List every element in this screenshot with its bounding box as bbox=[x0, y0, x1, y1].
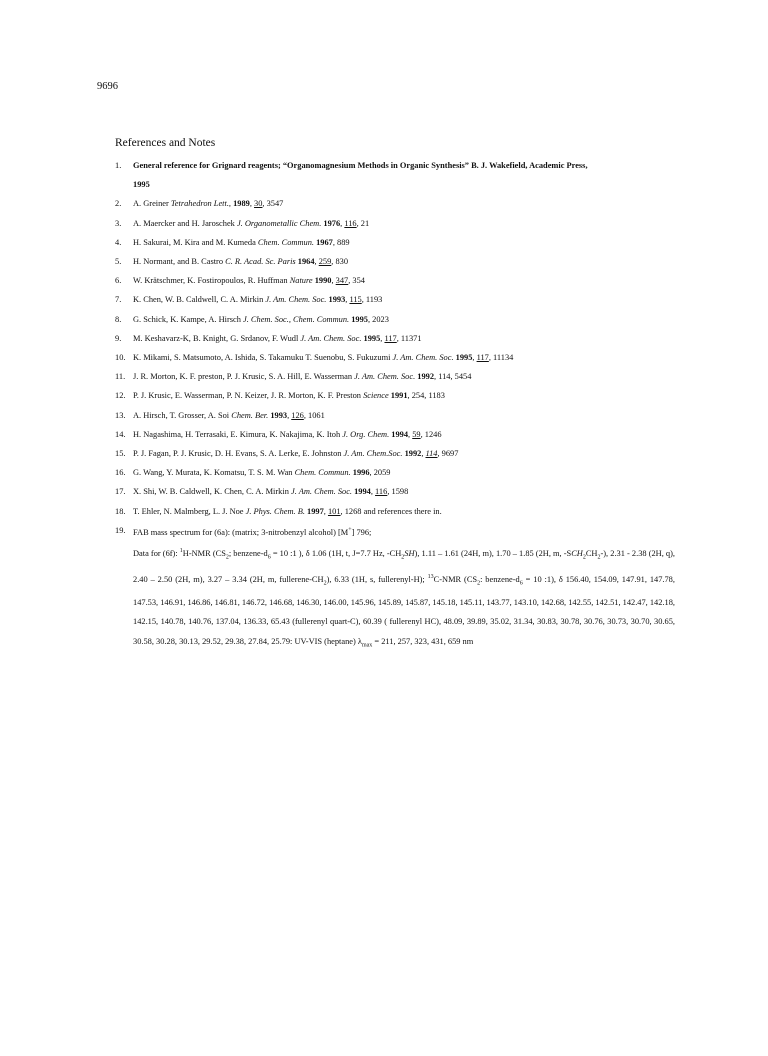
text-run: J. Am. Chem. Soc. bbox=[290, 487, 353, 497]
text-run: J. Org. Chem. bbox=[342, 429, 390, 439]
text-run: 2 bbox=[597, 554, 601, 561]
reference-item bbox=[115, 367, 675, 386]
text-run: 2 bbox=[477, 580, 481, 586]
text-run: , 21 bbox=[356, 218, 370, 228]
text-run: , 1598 bbox=[387, 487, 409, 497]
reference-number: 18. bbox=[115, 506, 126, 516]
text-run: 2 bbox=[225, 554, 229, 561]
text-run: = 10 :1 ), δ 1.06 (1H, t, J=7.7 Hz, -CH bbox=[270, 548, 402, 558]
reference-number: 3. bbox=[115, 218, 122, 228]
reference-item bbox=[115, 214, 675, 233]
text-run: CH bbox=[571, 548, 583, 558]
text-run: 1997 bbox=[307, 506, 324, 516]
reference-item bbox=[115, 463, 675, 482]
text-run: ), 6.33 (1H, s, fullerenyl-H); bbox=[326, 574, 428, 584]
reference-number: 6. bbox=[115, 276, 122, 286]
reference-number: 10. bbox=[115, 353, 126, 363]
reference-number: 12. bbox=[115, 391, 126, 401]
text-run: 347 bbox=[335, 276, 349, 286]
text-run: J. Chem. Soc., Chem. Commun. bbox=[243, 314, 350, 324]
reference-text bbox=[133, 233, 675, 252]
text-run: Tetrahedron Lett. bbox=[170, 199, 229, 209]
reference-number: 16. bbox=[115, 468, 126, 478]
text-run: A. Greiner bbox=[133, 199, 171, 209]
text-run: H-NMR (CS bbox=[182, 548, 226, 558]
text-run: 1991 bbox=[390, 391, 408, 401]
text-run: , 889 bbox=[332, 237, 350, 247]
text-run: ; benzene-d bbox=[228, 548, 268, 558]
reference-text bbox=[133, 156, 675, 175]
text-run: = 211, 257, 323, 431, 659 nm bbox=[372, 636, 474, 646]
text-run: 6 bbox=[267, 554, 271, 561]
text-run: , bbox=[370, 487, 376, 497]
text-run: 116 bbox=[375, 487, 388, 497]
reference-text bbox=[133, 290, 675, 309]
text-run: Data for (6f): bbox=[133, 548, 180, 558]
page-number: 9696 bbox=[97, 81, 118, 92]
reference-item bbox=[115, 482, 675, 501]
text-run: 2 bbox=[323, 580, 327, 586]
text-run: , 1193 bbox=[361, 295, 383, 305]
reference-number: 19. bbox=[115, 525, 126, 535]
reference-text bbox=[133, 310, 675, 329]
text-run: + bbox=[348, 526, 352, 533]
text-run: SH bbox=[404, 548, 415, 558]
reference-item bbox=[115, 156, 675, 175]
text-run: , bbox=[340, 218, 345, 228]
reference-text bbox=[133, 329, 675, 348]
text-run: 1996 bbox=[352, 468, 370, 478]
reference-text bbox=[133, 348, 675, 367]
text-run: P. J. Fagan, P. J. Krusic, D. H. Evans, S. A. Lerke, E. Johnston bbox=[133, 449, 344, 459]
text-run: H. Normant, and B. Castro bbox=[133, 257, 226, 267]
text-run: 1976 bbox=[323, 218, 341, 228]
text-run: , 11134 bbox=[488, 353, 514, 363]
text-run: 1967 bbox=[316, 237, 333, 247]
text-run: 1993 bbox=[270, 410, 288, 420]
text-run: , bbox=[472, 353, 477, 363]
text-run: C-NMR (CS bbox=[433, 574, 478, 584]
text-run: 116 bbox=[344, 218, 357, 228]
text-run: 1989 bbox=[233, 199, 250, 209]
text-run: , bbox=[345, 295, 350, 305]
text-run: J. Am. Chem. Soc. bbox=[392, 353, 454, 363]
text-run: Science bbox=[363, 391, 389, 401]
text-run: J. R. Morton, K. F. preston, P. J. Krusic, S. A. Hill, E. Wasserman bbox=[133, 372, 355, 382]
text-run: 1990 bbox=[314, 276, 332, 286]
reference-item bbox=[115, 310, 675, 329]
reference-text bbox=[133, 463, 675, 482]
reference-item bbox=[115, 290, 675, 309]
text-run: , bbox=[331, 276, 336, 286]
reference-number: 8. bbox=[115, 314, 122, 324]
text-run: W. Krätschmer, K. Fostiropoulos, R. Huffman bbox=[133, 276, 290, 286]
text-run: = 10 :1), δ 156.40, 154.09, 147.91, 147.78, 147.53, 146.91, 146.86, 146.81, 146.72, 146.68, 146.30, 146.00, 145.96, 145.89, 145.87, 145.18, 145.11, 143.77, 143.10, 142.68, 142.55, 142.51, 142.47, 142.18, 142.15, 140.78, 140.76, 137.04, 136.33, 65.43 (fullerenyl quart-C), 60.39 ( fullerenyl HC), 48.09, 39.89, 35.02, 31.34, 30.83, 30.78, 30.76, 30.73, 30.70, 30.65, 30.58, 30.28, 30.13, 29.52, 29.38, 27.84, 25.79: UV-VIS (heptane) λ bbox=[133, 574, 675, 646]
section-heading: References and Notes bbox=[115, 137, 216, 149]
reference-item bbox=[115, 521, 675, 542]
reference-text bbox=[133, 194, 675, 213]
reference-number: 13. bbox=[115, 410, 126, 420]
text-run: Chem. Commun. bbox=[257, 237, 314, 247]
text-run: J. Organometallic Chem. bbox=[236, 218, 322, 228]
reference-number: 14. bbox=[115, 429, 126, 439]
text-run: , 114, 5454 bbox=[434, 372, 472, 382]
reference-text bbox=[133, 444, 675, 463]
text-run: J. Am. Chem. Soc. bbox=[300, 333, 362, 343]
text-run: M. Keshavarz-K, B. Knight, G. Srdanov, F. Wudl bbox=[133, 333, 301, 343]
text-run: , bbox=[380, 333, 385, 343]
reference-item bbox=[115, 252, 675, 271]
text-run: C. R. Acad. Sc. Paris bbox=[225, 257, 296, 267]
text-run: , bbox=[314, 257, 319, 267]
text-run: , bbox=[287, 410, 292, 420]
text-run: ] 796; bbox=[351, 527, 372, 537]
text-run: , 1268 and references there in. bbox=[340, 506, 442, 516]
text-run: , 2059 bbox=[369, 468, 391, 478]
reference-item bbox=[115, 271, 675, 290]
text-run: 126 bbox=[291, 410, 304, 420]
reference-item bbox=[115, 386, 675, 405]
text-run: 117 bbox=[476, 353, 489, 363]
text-run: H. Sakurai, M. Kira and M. Kumeda bbox=[133, 237, 258, 247]
reference-number: 1. bbox=[115, 161, 122, 170]
text-run: General reference for Grignard reagents; “Organomagnesium Methods in Organic Synthesis” B. J. Wakefield, Academic Press, bbox=[133, 161, 588, 170]
text-run: 1992 bbox=[404, 449, 422, 459]
reference-text bbox=[133, 502, 675, 521]
text-run: : benzene-d bbox=[480, 574, 520, 584]
text-run: A. Hirsch, T. Grosser, A. Soi bbox=[133, 410, 232, 420]
text-run: 2 bbox=[401, 554, 405, 561]
reference-number: 5. bbox=[115, 257, 122, 267]
reference-text bbox=[133, 406, 675, 425]
reference-text bbox=[133, 367, 675, 386]
text-run: , bbox=[421, 449, 426, 459]
text-run: 1995 bbox=[351, 314, 368, 324]
text-run: , bbox=[249, 199, 255, 209]
reference-item bbox=[115, 425, 675, 444]
text-run: 1995 bbox=[363, 333, 381, 343]
text-run: G. Wang, Y. Murata, K. Komatsu, T. S. M. Wan bbox=[133, 468, 295, 478]
text-run: G. Schick, K. Kampe, A. Hirsch bbox=[133, 314, 244, 324]
reference-item bbox=[115, 233, 675, 252]
text-run: , 2023 bbox=[367, 314, 389, 324]
reference-number: 7. bbox=[115, 295, 122, 305]
text-run: 2 bbox=[582, 554, 586, 561]
text-run: A. Maercker and H. Jaroschek bbox=[133, 218, 237, 228]
text-run: 115 bbox=[349, 295, 362, 305]
reference-text bbox=[133, 386, 675, 405]
text-run: , 830 bbox=[331, 257, 349, 267]
text-run: 30 bbox=[254, 199, 263, 209]
text-run: 59 bbox=[412, 429, 421, 439]
reference-item bbox=[115, 194, 675, 213]
reference-text bbox=[133, 521, 675, 542]
reference-number: 2. bbox=[115, 199, 122, 209]
text-run: 114 bbox=[425, 449, 438, 459]
text-run: Chem. Commun. bbox=[294, 468, 351, 478]
text-run: X. Shi, W. B. Caldwell, K. Chen, C. A. Mirkin bbox=[133, 487, 291, 497]
reference-item bbox=[115, 406, 675, 425]
text-run: 1992 bbox=[417, 372, 435, 382]
text-run: CH bbox=[585, 548, 598, 558]
text-run: , 9697 bbox=[437, 449, 459, 459]
text-run: max bbox=[361, 642, 373, 649]
reference-text bbox=[133, 425, 675, 444]
text-run: 1994 bbox=[391, 429, 409, 439]
text-run: 117 bbox=[384, 333, 397, 343]
text-run: 101 bbox=[327, 506, 341, 516]
reference-item bbox=[115, 502, 675, 521]
text-run: , 254, 1183 bbox=[407, 391, 445, 401]
reference-number: 17. bbox=[115, 487, 126, 497]
text-run: 1993 bbox=[328, 295, 346, 305]
reference-text bbox=[133, 271, 675, 290]
text-run: FAB mass spectrum for (6a): (matrix; 3-nitrobenzyl alcohol) [M bbox=[133, 527, 349, 537]
text-run: 259 bbox=[318, 257, 332, 267]
text-run: -), 2.31 - 2.38 (2H, q), 2.40 – 2.50 (2H, m), 3.27 – 3.34 (2H, m, fullerene-CH bbox=[133, 548, 675, 584]
text-run: , 11371 bbox=[396, 333, 422, 343]
text-run: , 354 bbox=[348, 276, 365, 286]
reference-number: 4. bbox=[115, 237, 122, 247]
text-run: P. J. Krusic, E. Wasserman, P. N. Keizer, J. R. Morton, K. F. Preston bbox=[133, 391, 364, 401]
text-run: K. Chen, W. B. Caldwell, C. A. Mirkin bbox=[133, 295, 266, 305]
text-run: 1964 bbox=[297, 257, 315, 267]
text-run: H. Nagashima, H. Terrasaki, E. Kimura, K. Nakajima, K. Itoh bbox=[133, 429, 343, 439]
reference-number: 15. bbox=[115, 449, 126, 459]
text-run: T. Ehler, N. Malmberg, L. J. Noe bbox=[133, 506, 246, 516]
reference-continuation bbox=[115, 542, 675, 656]
reference-text bbox=[133, 252, 675, 271]
text-run: Nature bbox=[289, 276, 313, 286]
text-run: , bbox=[323, 506, 328, 516]
text-run: , bbox=[228, 199, 234, 209]
text-run: Chem. Ber. bbox=[231, 410, 269, 420]
text-run: K. Mikami, S. Matsumoto, A. Ishida, S. Takamuku T. Suenobu, S. Fukuzumi bbox=[133, 353, 393, 363]
reference-number: 9. bbox=[115, 333, 122, 343]
text-run: 1995 bbox=[133, 180, 150, 190]
reference-item bbox=[115, 329, 675, 348]
text-run: J. Phys. Chem. B. bbox=[245, 506, 305, 516]
reference-item bbox=[115, 348, 675, 367]
text-run: , bbox=[408, 429, 413, 439]
text-run: , 3547 bbox=[262, 199, 284, 209]
reference-list bbox=[115, 156, 675, 655]
text-run: 13 bbox=[427, 573, 434, 580]
text-run: J. Am. Chem. Soc. bbox=[354, 372, 416, 382]
reference-text bbox=[133, 214, 675, 233]
text-run: 1994 bbox=[354, 487, 371, 497]
text-run: J. Am. Chem. Soc. bbox=[265, 295, 327, 305]
text-run: ), 1.11 – 1.61 (24H, m), 1.70 – 1.85 (2H, m, -S bbox=[414, 548, 572, 558]
text-run: 1995 bbox=[455, 353, 473, 363]
text-run: 1 bbox=[179, 547, 183, 554]
text-run: , 1246 bbox=[420, 429, 442, 439]
reference-item bbox=[115, 444, 675, 463]
text-run: , 1061 bbox=[303, 410, 325, 420]
text-run: J. Am. Chem.Soc. bbox=[343, 449, 403, 459]
text-run: 6 bbox=[519, 580, 523, 586]
reference-continuation bbox=[115, 175, 675, 194]
reference-number: 11. bbox=[115, 372, 126, 382]
reference-text bbox=[133, 482, 675, 501]
